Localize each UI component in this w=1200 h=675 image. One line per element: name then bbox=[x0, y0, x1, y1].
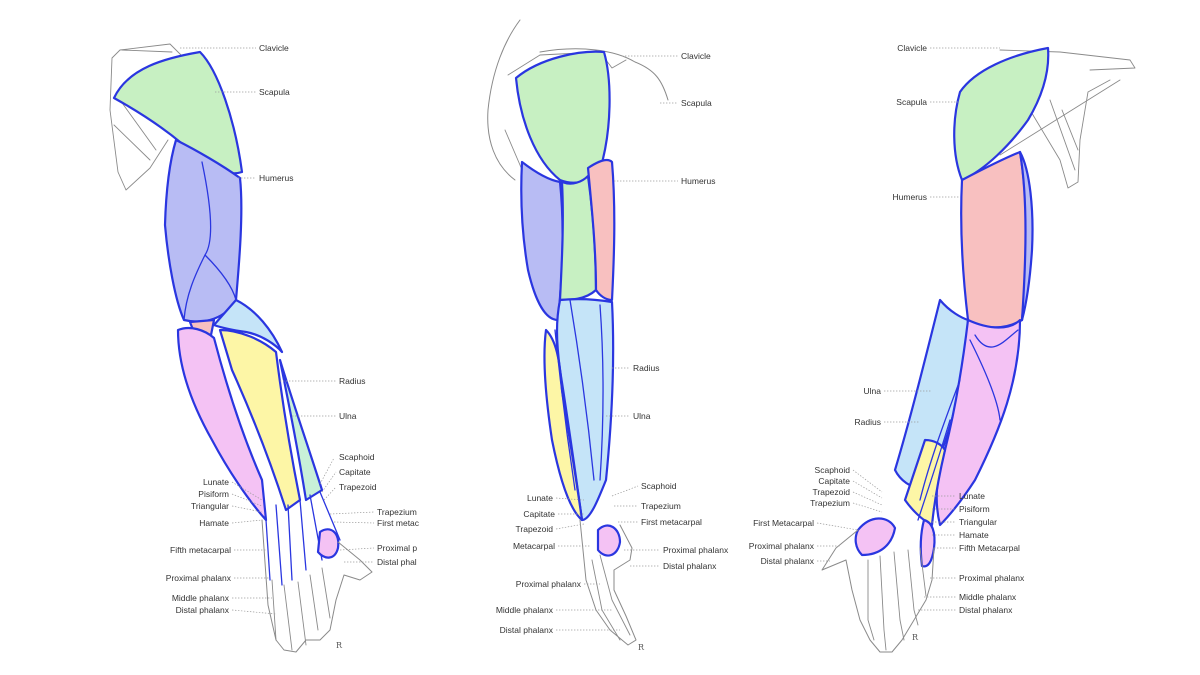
label-scaphoid-posterior: Scaphoid bbox=[814, 465, 850, 475]
label-distal-phalanx-thumb-lateral: Distal phalanx bbox=[663, 561, 717, 571]
label-ulna-posterior: Ulna bbox=[863, 386, 881, 396]
label-distal-phalanx-lateral: Distal phalanx bbox=[499, 625, 553, 635]
label-lunate: Lunate bbox=[203, 477, 229, 487]
arm-posterior bbox=[822, 48, 1135, 652]
label-ulna: Ulna bbox=[339, 411, 357, 421]
label-first-metacarpal-posterior: First Metacarpal bbox=[753, 518, 814, 528]
label-capitate-posterior: Capitate bbox=[818, 476, 850, 486]
label-triangular: Triangular bbox=[191, 501, 229, 511]
label-trapezium: Trapezium bbox=[377, 507, 417, 517]
label-pisiform-posterior: Pisiform bbox=[959, 504, 990, 514]
label-scaphoid: Scaphoid bbox=[339, 452, 375, 462]
label-humerus: Humerus bbox=[259, 173, 294, 183]
label-radius: Radius bbox=[339, 376, 366, 386]
arm-anterior bbox=[110, 44, 372, 652]
label-scapula: Scapula bbox=[259, 87, 290, 97]
label-proximal-phalanx: Proximal phalanx bbox=[165, 573, 231, 583]
label-proximal-phalanx-posterior: Proximal phalanx bbox=[959, 573, 1025, 583]
label-distal-phalanx: Distal phalanx bbox=[175, 605, 229, 615]
thenar-pink-lateral bbox=[598, 526, 620, 556]
label-capitate: Capitate bbox=[339, 467, 371, 477]
label-distal-phalanx-posterior: Distal phalanx bbox=[959, 605, 1013, 615]
label-lunate-posterior: Lunate bbox=[959, 491, 985, 501]
thenar-pink-posterior bbox=[856, 518, 895, 555]
label-proximal-phalanx-thumb-posterior: Proximal phalanx bbox=[748, 541, 814, 551]
hypothenar-pink-posterior bbox=[921, 520, 935, 566]
label-first-metacarpal-lateral: First metacarpal bbox=[641, 517, 702, 527]
label-middle-phalanx-posterior: Middle phalanx bbox=[959, 592, 1017, 602]
label-proximal-phalanx-lateral: Proximal phalanx bbox=[515, 579, 581, 589]
label-scapula-posterior: Scapula bbox=[896, 97, 927, 107]
label-trapezoid-posterior: Trapezoid bbox=[812, 487, 850, 497]
label-fifth-metacarpal: Fifth metacarpal bbox=[170, 545, 231, 555]
label-pisiform: Pisiform bbox=[198, 489, 229, 499]
label-triangular-posterior: Triangular bbox=[959, 517, 997, 527]
label-clavicle: Clavicle bbox=[259, 43, 289, 53]
label-first-metacarpal: First metac bbox=[377, 518, 420, 528]
label-trapezium-lateral: Trapezium bbox=[641, 501, 681, 511]
triceps-muscle-posterior bbox=[961, 152, 1026, 328]
thenar-pink bbox=[318, 529, 338, 557]
label-clavicle-posterior: Clavicle bbox=[897, 43, 927, 53]
arm-lateral bbox=[488, 20, 668, 652]
finger-bones bbox=[272, 568, 330, 650]
label-trapezium-posterior: Trapezium bbox=[810, 498, 850, 508]
label-capitate-lateral: Capitate bbox=[523, 509, 555, 519]
label-proximal-phalanx-thumb: Proximal p bbox=[377, 543, 418, 553]
triceps-muscle bbox=[521, 162, 562, 320]
label-scaphoid-lateral: Scaphoid bbox=[641, 481, 677, 491]
signature-lateral: R bbox=[638, 643, 645, 652]
label-clavicle-lateral: Clavicle bbox=[681, 51, 711, 61]
label-trapezoid-lateral: Trapezoid bbox=[515, 524, 553, 534]
label-hamate: Hamate bbox=[199, 518, 229, 528]
label-radius-lateral: Radius bbox=[633, 363, 660, 373]
label-scapula-lateral: Scapula bbox=[681, 98, 712, 108]
label-distal-phalanx-thumb: Distal phal bbox=[377, 557, 417, 567]
signature: R bbox=[336, 641, 343, 650]
label-fifth-metacarpal-posterior: Fifth Metacarpal bbox=[959, 543, 1020, 553]
label-humerus-posterior: Humerus bbox=[892, 192, 927, 202]
finger-bones-lateral bbox=[592, 555, 630, 640]
label-distal-phalanx-thumb-posterior: Distal phalanx bbox=[760, 556, 814, 566]
label-proximal-phalanx-thumb-lateral: Proximal phalanx bbox=[663, 545, 729, 555]
label-ulna-lateral: Ulna bbox=[633, 411, 651, 421]
label-trapezoid: Trapezoid bbox=[339, 482, 377, 492]
label-metacarpal-lateral: Metacarpal bbox=[512, 541, 555, 551]
label-hamate-posterior: Hamate bbox=[959, 530, 989, 540]
label-middle-phalanx-lateral: Middle phalanx bbox=[495, 605, 553, 615]
signature-posterior: R bbox=[912, 633, 919, 642]
label-humerus-lateral: Humerus bbox=[681, 176, 716, 186]
label-lunate-lateral: Lunate bbox=[527, 493, 553, 503]
label-radius-posterior: Radius bbox=[854, 417, 881, 427]
label-middle-phalanx: Middle phalanx bbox=[171, 593, 229, 603]
